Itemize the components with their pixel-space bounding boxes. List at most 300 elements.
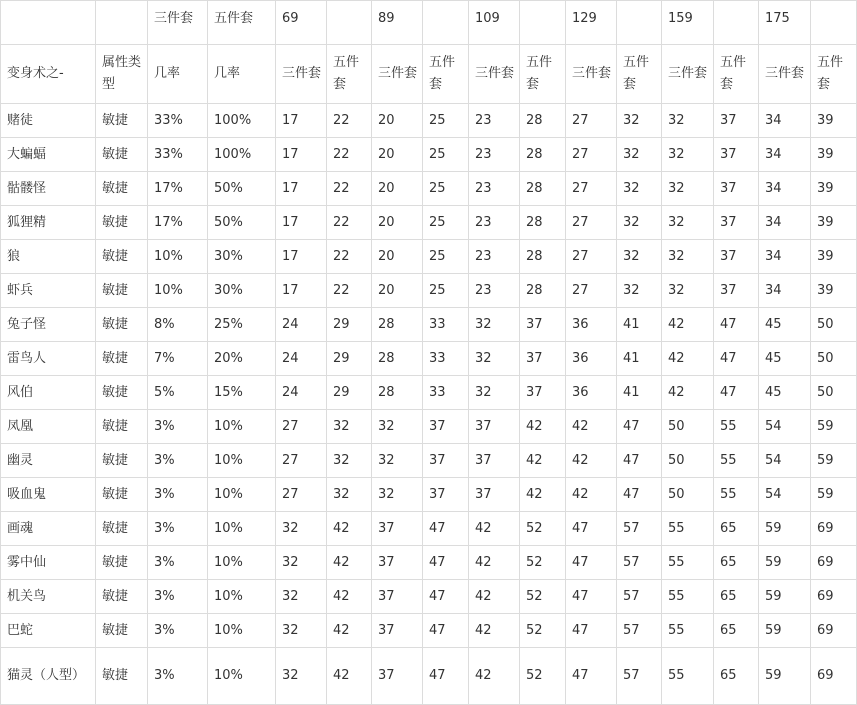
table-row bbox=[1, 614, 857, 648]
column-header: 五件套 bbox=[811, 45, 857, 104]
table-cell: 32 bbox=[276, 614, 327, 648]
table-cell: 47 bbox=[714, 376, 759, 410]
table-cell: 37 bbox=[372, 648, 423, 705]
monster-name-cell: 虾兵 bbox=[1, 274, 96, 308]
table-cell: 28 bbox=[372, 342, 423, 376]
table-cell: 37 bbox=[714, 240, 759, 274]
table-cell: 32 bbox=[276, 580, 327, 614]
table-cell: 32 bbox=[469, 376, 520, 410]
table-cell: 22 bbox=[327, 206, 372, 240]
monster-name-cell: 狼 bbox=[1, 240, 96, 274]
table-cell: 50 bbox=[662, 444, 714, 478]
column-header: 三件套 bbox=[759, 45, 811, 104]
monster-name-cell: 画魂 bbox=[1, 512, 96, 546]
table-cell: 29 bbox=[327, 342, 372, 376]
table-cell: 33 bbox=[423, 376, 469, 410]
table-row bbox=[1, 206, 857, 240]
table-cell: 27 bbox=[566, 104, 617, 138]
table-cell: 37 bbox=[372, 512, 423, 546]
table-cell: 33% bbox=[148, 104, 208, 138]
table-cell: 37 bbox=[469, 478, 520, 512]
table-cell: 42 bbox=[469, 648, 520, 705]
table-cell: 39 bbox=[811, 274, 857, 308]
monster-name-cell: 凤凰 bbox=[1, 410, 96, 444]
monster-name-cell: 吸血鬼 bbox=[1, 478, 96, 512]
table-cell: 敏捷 bbox=[96, 512, 148, 546]
table-cell: 32 bbox=[662, 172, 714, 206]
table-cell: 47 bbox=[714, 342, 759, 376]
table-cell: 32 bbox=[617, 240, 662, 274]
table-cell: 敏捷 bbox=[96, 172, 148, 206]
table-cell: 47 bbox=[566, 648, 617, 705]
table-cell: 47 bbox=[714, 308, 759, 342]
table-cell: 37 bbox=[423, 410, 469, 444]
table-cell: 42 bbox=[469, 614, 520, 648]
table-cell: 24 bbox=[276, 376, 327, 410]
table-cell: 28 bbox=[372, 308, 423, 342]
header-cell bbox=[811, 1, 857, 45]
table-cell: 20 bbox=[372, 240, 423, 274]
table-cell: 37 bbox=[469, 444, 520, 478]
table-cell: 37 bbox=[714, 172, 759, 206]
table-cell: 23 bbox=[469, 206, 520, 240]
column-header: 五件套 bbox=[423, 45, 469, 104]
table-cell: 24 bbox=[276, 308, 327, 342]
table-cell: 47 bbox=[566, 580, 617, 614]
table-cell: 敏捷 bbox=[96, 546, 148, 580]
table-cell: 37 bbox=[372, 546, 423, 580]
table-cell: 50 bbox=[811, 308, 857, 342]
table-cell: 42 bbox=[520, 478, 566, 512]
table-cell: 30% bbox=[208, 274, 276, 308]
monster-name-cell: 狐狸精 bbox=[1, 206, 96, 240]
table-cell: 47 bbox=[566, 546, 617, 580]
table-cell: 23 bbox=[469, 274, 520, 308]
table-cell: 50% bbox=[208, 172, 276, 206]
table-cell: 敏捷 bbox=[96, 444, 148, 478]
table-cell: 57 bbox=[617, 614, 662, 648]
monster-name-cell: 风伯 bbox=[1, 376, 96, 410]
table-cell: 59 bbox=[759, 546, 811, 580]
table-cell: 55 bbox=[662, 614, 714, 648]
table-cell: 敏捷 bbox=[96, 376, 148, 410]
table-cell: 42 bbox=[566, 478, 617, 512]
table-cell: 42 bbox=[327, 546, 372, 580]
table-cell: 37 bbox=[714, 274, 759, 308]
table-cell: 32 bbox=[276, 546, 327, 580]
table-cell: 45 bbox=[759, 342, 811, 376]
table-cell: 17 bbox=[276, 240, 327, 274]
table-cell: 32 bbox=[276, 648, 327, 705]
table-cell: 27 bbox=[566, 172, 617, 206]
table-cell: 42 bbox=[520, 444, 566, 478]
table-cell: 20 bbox=[372, 206, 423, 240]
table-cell: 37 bbox=[423, 444, 469, 478]
table-cell: 7% bbox=[148, 342, 208, 376]
table-cell: 57 bbox=[617, 512, 662, 546]
table-cell: 10% bbox=[148, 274, 208, 308]
column-header: 三件套 bbox=[566, 45, 617, 104]
monster-name-cell: 赌徒 bbox=[1, 104, 96, 138]
table-row bbox=[1, 308, 857, 342]
table-cell: 10% bbox=[208, 410, 276, 444]
table-cell: 37 bbox=[520, 308, 566, 342]
table-cell: 55 bbox=[662, 546, 714, 580]
table-cell: 55 bbox=[662, 512, 714, 546]
monster-name-cell: 大蝙蝠 bbox=[1, 138, 96, 172]
table-cell: 59 bbox=[759, 580, 811, 614]
table-cell: 10% bbox=[208, 580, 276, 614]
table-cell: 23 bbox=[469, 240, 520, 274]
header-cell: 69 bbox=[276, 1, 327, 45]
table-cell: 42 bbox=[327, 614, 372, 648]
table-cell: 37 bbox=[423, 478, 469, 512]
table-cell: 57 bbox=[617, 546, 662, 580]
table-cell: 8% bbox=[148, 308, 208, 342]
header-cell: 三件套 bbox=[148, 1, 208, 45]
table-cell: 32 bbox=[372, 478, 423, 512]
table-cell: 敏捷 bbox=[96, 580, 148, 614]
table-cell: 39 bbox=[811, 104, 857, 138]
table-cell: 52 bbox=[520, 648, 566, 705]
table-cell: 27 bbox=[276, 478, 327, 512]
table-cell: 69 bbox=[811, 648, 857, 705]
table-cell: 65 bbox=[714, 648, 759, 705]
table-cell: 41 bbox=[617, 342, 662, 376]
table-cell: 25 bbox=[423, 240, 469, 274]
table-cell: 59 bbox=[759, 648, 811, 705]
table-cell: 敏捷 bbox=[96, 274, 148, 308]
header-cell: 89 bbox=[372, 1, 423, 45]
table-row bbox=[1, 240, 857, 274]
table-cell: 20 bbox=[372, 104, 423, 138]
header-cell: 129 bbox=[566, 1, 617, 45]
table-cell: 47 bbox=[423, 512, 469, 546]
table-cell: 17 bbox=[276, 172, 327, 206]
table-cell: 32 bbox=[469, 308, 520, 342]
table-cell: 34 bbox=[759, 172, 811, 206]
table-cell: 47 bbox=[566, 512, 617, 546]
table-cell: 100% bbox=[208, 138, 276, 172]
table-cell: 37 bbox=[372, 614, 423, 648]
table-cell: 敏捷 bbox=[96, 342, 148, 376]
table-cell: 20 bbox=[372, 274, 423, 308]
table-cell: 36 bbox=[566, 308, 617, 342]
table-cell: 3% bbox=[148, 512, 208, 546]
table-cell: 10% bbox=[208, 614, 276, 648]
header-cell bbox=[617, 1, 662, 45]
header-cell bbox=[714, 1, 759, 45]
table-row bbox=[1, 342, 857, 376]
table-cell: 52 bbox=[520, 512, 566, 546]
table-row bbox=[1, 546, 857, 580]
table-cell: 28 bbox=[520, 138, 566, 172]
table-cell: 敏捷 bbox=[96, 104, 148, 138]
table-cell: 42 bbox=[662, 308, 714, 342]
table-cell: 54 bbox=[759, 444, 811, 478]
table-row bbox=[1, 580, 857, 614]
table-cell: 59 bbox=[811, 410, 857, 444]
table-cell: 59 bbox=[759, 512, 811, 546]
table-cell: 15% bbox=[208, 376, 276, 410]
table-row bbox=[1, 648, 857, 705]
table-cell: 28 bbox=[520, 274, 566, 308]
column-header: 五件套 bbox=[617, 45, 662, 104]
table-cell: 20 bbox=[372, 138, 423, 172]
table-row bbox=[1, 512, 857, 546]
table-cell: 45 bbox=[759, 308, 811, 342]
table-cell: 65 bbox=[714, 580, 759, 614]
table-cell: 65 bbox=[714, 614, 759, 648]
header-cell bbox=[327, 1, 372, 45]
table-cell: 32 bbox=[327, 478, 372, 512]
column-header: 三件套 bbox=[372, 45, 423, 104]
table-cell: 3% bbox=[148, 478, 208, 512]
table-cell: 32 bbox=[662, 138, 714, 172]
table-cell: 36 bbox=[566, 342, 617, 376]
column-header: 五件套 bbox=[520, 45, 566, 104]
table-cell: 45 bbox=[759, 376, 811, 410]
table-cell: 28 bbox=[372, 376, 423, 410]
table-cell: 57 bbox=[617, 580, 662, 614]
table-cell: 57 bbox=[617, 648, 662, 705]
table-cell: 25% bbox=[208, 308, 276, 342]
table-cell: 59 bbox=[811, 478, 857, 512]
monster-name-cell: 巴蛇 bbox=[1, 614, 96, 648]
header-cell bbox=[520, 1, 566, 45]
table-cell: 28 bbox=[520, 240, 566, 274]
table-cell: 34 bbox=[759, 206, 811, 240]
monster-name-cell: 雷鸟人 bbox=[1, 342, 96, 376]
table-cell: 23 bbox=[469, 172, 520, 206]
column-header: 变身术之- bbox=[1, 45, 96, 104]
table-cell: 47 bbox=[617, 444, 662, 478]
table-cell: 52 bbox=[520, 614, 566, 648]
table-cell: 37 bbox=[714, 206, 759, 240]
table-cell: 10% bbox=[208, 512, 276, 546]
table-cell: 34 bbox=[759, 274, 811, 308]
table-cell: 25 bbox=[423, 274, 469, 308]
table-cell: 敏捷 bbox=[96, 614, 148, 648]
table-cell: 55 bbox=[662, 580, 714, 614]
table-cell: 50% bbox=[208, 206, 276, 240]
monster-name-cell: 幽灵 bbox=[1, 444, 96, 478]
table-cell: 69 bbox=[811, 512, 857, 546]
monster-name-cell: 雾中仙 bbox=[1, 546, 96, 580]
table-cell: 42 bbox=[327, 512, 372, 546]
table-cell: 39 bbox=[811, 206, 857, 240]
table-cell: 27 bbox=[566, 206, 617, 240]
table-cell: 32 bbox=[327, 410, 372, 444]
column-header: 属性类型 bbox=[96, 45, 148, 104]
table-cell: 39 bbox=[811, 138, 857, 172]
table-cell: 37 bbox=[469, 410, 520, 444]
table-cell: 28 bbox=[520, 104, 566, 138]
table-cell: 17 bbox=[276, 206, 327, 240]
table-cell: 37 bbox=[372, 580, 423, 614]
table-row bbox=[1, 478, 857, 512]
header-cell bbox=[1, 1, 96, 45]
table-cell: 24 bbox=[276, 342, 327, 376]
table-cell: 17 bbox=[276, 274, 327, 308]
table-cell: 敏捷 bbox=[96, 478, 148, 512]
table-cell: 32 bbox=[372, 444, 423, 478]
table-cell: 41 bbox=[617, 308, 662, 342]
table-cell: 69 bbox=[811, 580, 857, 614]
table-cell: 47 bbox=[617, 478, 662, 512]
table-cell: 54 bbox=[759, 478, 811, 512]
table-cell: 47 bbox=[423, 580, 469, 614]
table-cell: 32 bbox=[327, 444, 372, 478]
table-cell: 59 bbox=[811, 444, 857, 478]
header-row-columns bbox=[1, 45, 857, 104]
table-cell: 32 bbox=[276, 512, 327, 546]
table-cell: 100% bbox=[208, 104, 276, 138]
table-cell: 17 bbox=[276, 138, 327, 172]
table-cell: 34 bbox=[759, 104, 811, 138]
table-cell: 69 bbox=[811, 546, 857, 580]
header-cell bbox=[423, 1, 469, 45]
table-cell: 29 bbox=[327, 376, 372, 410]
table-cell: 3% bbox=[148, 614, 208, 648]
table-cell: 20 bbox=[372, 172, 423, 206]
header-cell: 五件套 bbox=[208, 1, 276, 45]
table-cell: 42 bbox=[520, 410, 566, 444]
table-row bbox=[1, 104, 857, 138]
table-cell: 33 bbox=[423, 308, 469, 342]
table-cell: 23 bbox=[469, 104, 520, 138]
table-cell: 32 bbox=[469, 342, 520, 376]
table-cell: 32 bbox=[617, 274, 662, 308]
table-cell: 32 bbox=[617, 206, 662, 240]
table-cell: 39 bbox=[811, 240, 857, 274]
table-cell: 47 bbox=[566, 614, 617, 648]
column-header: 五件套 bbox=[714, 45, 759, 104]
table-cell: 41 bbox=[617, 376, 662, 410]
table-cell: 23 bbox=[469, 138, 520, 172]
table-cell: 50 bbox=[811, 342, 857, 376]
table-cell: 42 bbox=[662, 342, 714, 376]
table-cell: 17% bbox=[148, 206, 208, 240]
table-cell: 22 bbox=[327, 240, 372, 274]
table-row bbox=[1, 172, 857, 206]
table-cell: 36 bbox=[566, 376, 617, 410]
table-cell: 27 bbox=[276, 410, 327, 444]
table-cell: 28 bbox=[520, 172, 566, 206]
table-cell: 5% bbox=[148, 376, 208, 410]
table-cell: 3% bbox=[148, 410, 208, 444]
table-cell: 50 bbox=[662, 410, 714, 444]
table-cell: 55 bbox=[714, 410, 759, 444]
table-cell: 42 bbox=[469, 580, 520, 614]
table-cell: 28 bbox=[520, 206, 566, 240]
table-row bbox=[1, 138, 857, 172]
table-cell: 42 bbox=[566, 410, 617, 444]
header-row-level bbox=[1, 1, 857, 45]
column-header: 三件套 bbox=[662, 45, 714, 104]
table-cell: 敏捷 bbox=[96, 410, 148, 444]
table-cell: 3% bbox=[148, 580, 208, 614]
table-cell: 10% bbox=[208, 444, 276, 478]
table-cell: 37 bbox=[714, 138, 759, 172]
header-cell bbox=[96, 1, 148, 45]
table-cell: 3% bbox=[148, 546, 208, 580]
monster-name-cell: 骷髅怪 bbox=[1, 172, 96, 206]
table-row bbox=[1, 444, 857, 478]
column-header: 三件套 bbox=[276, 45, 327, 104]
table-cell: 52 bbox=[520, 546, 566, 580]
table-cell: 47 bbox=[423, 648, 469, 705]
table-cell: 32 bbox=[617, 172, 662, 206]
table-cell: 37 bbox=[714, 104, 759, 138]
table-cell: 敏捷 bbox=[96, 240, 148, 274]
table-cell: 17% bbox=[148, 172, 208, 206]
table-cell: 10% bbox=[208, 648, 276, 705]
table-cell: 32 bbox=[617, 138, 662, 172]
table-cell: 50 bbox=[662, 478, 714, 512]
table-cell: 42 bbox=[469, 546, 520, 580]
table-cell: 55 bbox=[714, 444, 759, 478]
table-cell: 65 bbox=[714, 546, 759, 580]
table-cell: 37 bbox=[520, 376, 566, 410]
table-cell: 42 bbox=[327, 580, 372, 614]
table-cell: 55 bbox=[662, 648, 714, 705]
table-cell: 32 bbox=[372, 410, 423, 444]
table-cell: 17 bbox=[276, 104, 327, 138]
table-cell: 27 bbox=[566, 240, 617, 274]
table-cell: 34 bbox=[759, 138, 811, 172]
table-cell: 54 bbox=[759, 410, 811, 444]
table-cell: 3% bbox=[148, 444, 208, 478]
table-cell: 10% bbox=[148, 240, 208, 274]
table-cell: 25 bbox=[423, 206, 469, 240]
table-cell: 敏捷 bbox=[96, 648, 148, 705]
table-cell: 33% bbox=[148, 138, 208, 172]
column-header: 五件套 bbox=[327, 45, 372, 104]
table-cell: 22 bbox=[327, 138, 372, 172]
table-cell: 32 bbox=[662, 240, 714, 274]
table-cell: 47 bbox=[617, 410, 662, 444]
table-cell: 敏捷 bbox=[96, 206, 148, 240]
table-cell: 42 bbox=[327, 648, 372, 705]
table-cell: 59 bbox=[759, 614, 811, 648]
column-header: 三件套 bbox=[469, 45, 520, 104]
table-cell: 37 bbox=[520, 342, 566, 376]
table-cell: 25 bbox=[423, 172, 469, 206]
table-cell: 32 bbox=[662, 274, 714, 308]
table-cell: 20% bbox=[208, 342, 276, 376]
header-cell: 109 bbox=[469, 1, 520, 45]
table-cell: 30% bbox=[208, 240, 276, 274]
column-header: 几率 bbox=[148, 45, 208, 104]
table-cell: 25 bbox=[423, 138, 469, 172]
table-cell: 27 bbox=[276, 444, 327, 478]
table-cell: 3% bbox=[148, 648, 208, 705]
table-cell: 22 bbox=[327, 104, 372, 138]
table-row bbox=[1, 274, 857, 308]
table-cell: 39 bbox=[811, 172, 857, 206]
table-cell: 55 bbox=[714, 478, 759, 512]
table-cell: 33 bbox=[423, 342, 469, 376]
table-cell: 50 bbox=[811, 376, 857, 410]
column-header: 几率 bbox=[208, 45, 276, 104]
table-cell: 22 bbox=[327, 172, 372, 206]
table-cell: 34 bbox=[759, 240, 811, 274]
table-cell: 42 bbox=[469, 512, 520, 546]
monster-name-cell: 猫灵（人型） bbox=[1, 648, 96, 705]
table-cell: 52 bbox=[520, 580, 566, 614]
table-cell: 27 bbox=[566, 138, 617, 172]
